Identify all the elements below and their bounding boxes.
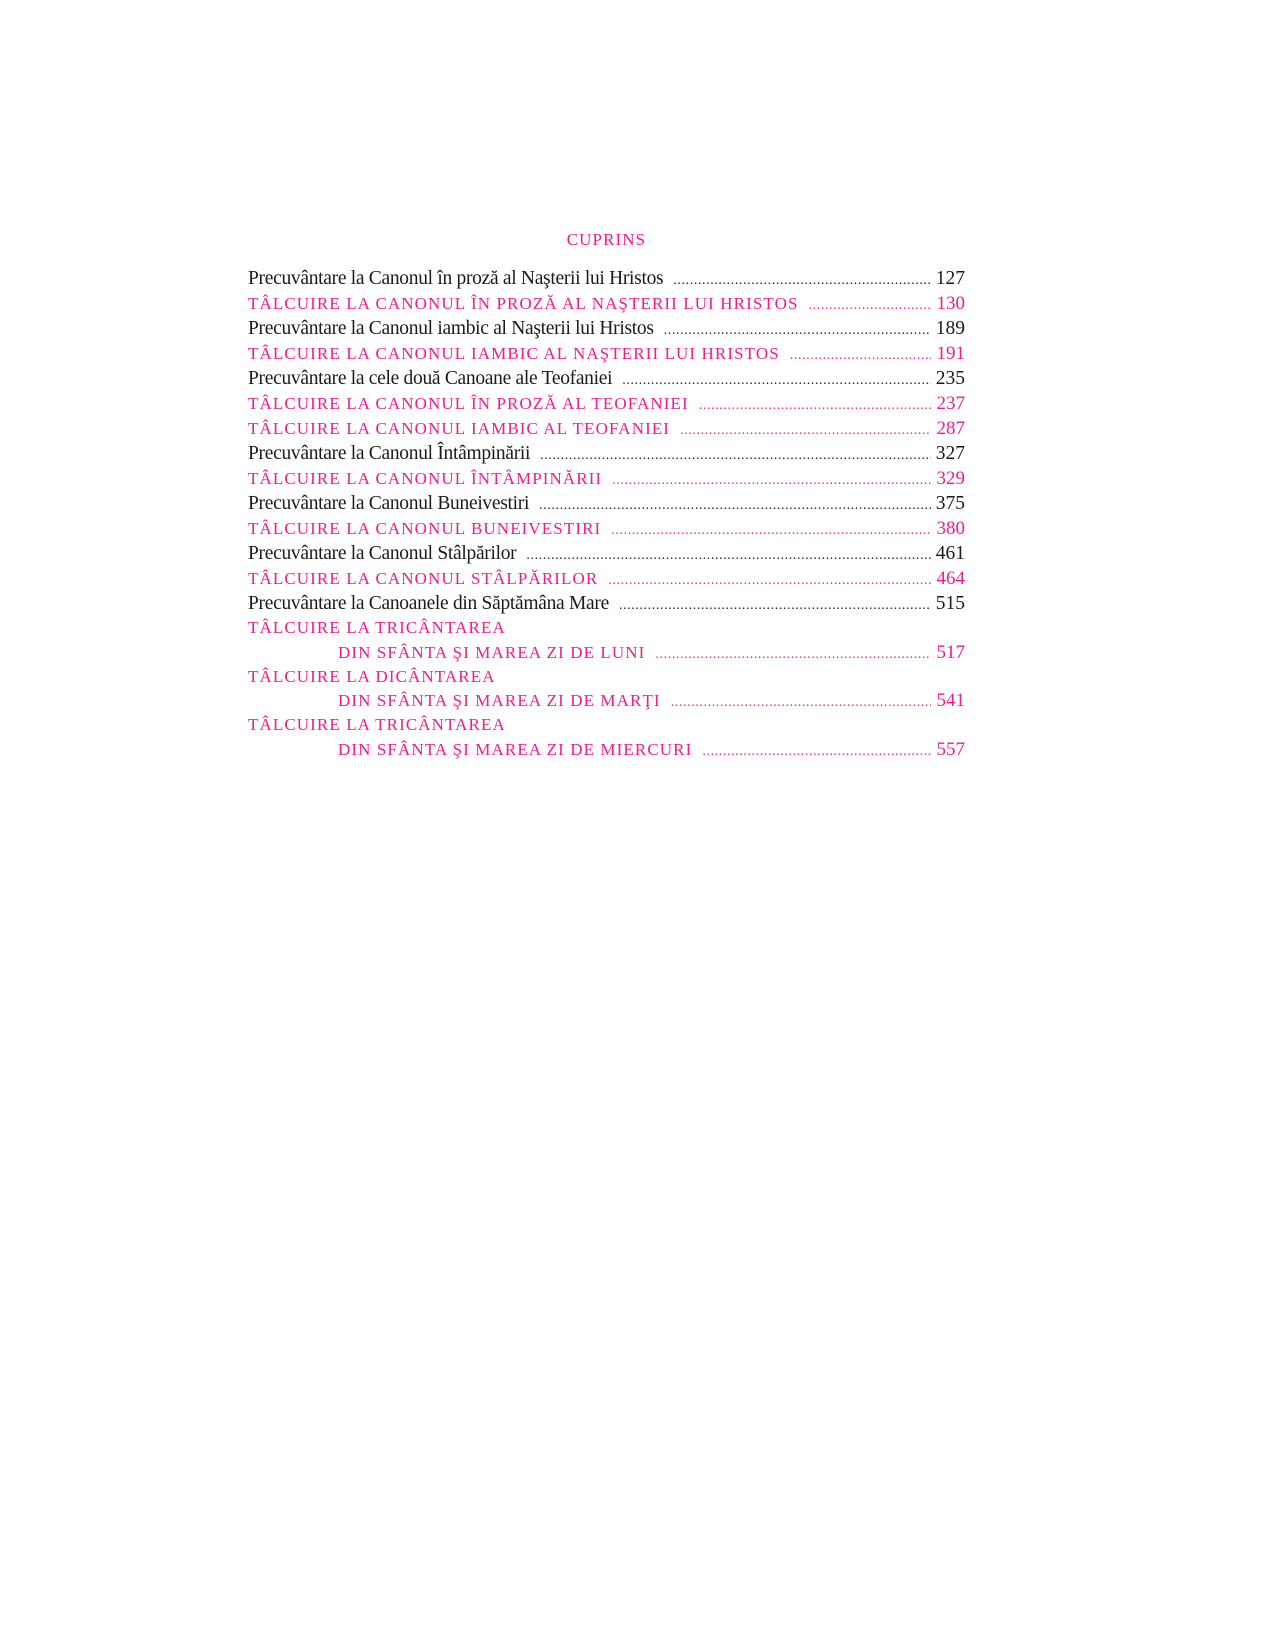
toc-entry[interactable] — [248, 491, 965, 516]
dot-leader — [673, 268, 931, 293]
dot-leader — [664, 318, 931, 343]
toc-entry-page: 130 — [936, 293, 965, 314]
toc-entry[interactable] — [248, 516, 965, 541]
dot-leader — [526, 543, 931, 568]
toc-entry-page: 517 — [936, 641, 965, 663]
toc-entry-page: 557 — [936, 738, 965, 760]
toc-entry-page: 464 — [936, 568, 965, 589]
toc-heading: CUPRINS — [566, 230, 647, 249]
dot-leader — [539, 493, 931, 518]
dot-leader — [612, 468, 931, 493]
toc-entry-title: TÂLCUIRE LA CANONUL ÎN PROZĂ AL TEOFANIEI — [248, 394, 689, 413]
toc-entry-title-line1: TÂLCUIRE LA TRICÂNTAREA — [248, 715, 506, 734]
toc-entry-title-line1: TÂLCUIRE LA DICÂNTAREA — [248, 666, 496, 686]
dot-leader — [608, 568, 931, 593]
dot-leader — [809, 293, 931, 318]
toc-entry-title: Precuvântare la Canoanele din Săptămâna Mare — [248, 593, 609, 614]
dot-leader — [619, 593, 931, 618]
toc-entry[interactable] — [248, 416, 965, 441]
toc-entry[interactable] — [248, 291, 965, 316]
toc-entry-title-line2: DIN SFÂNTA ŞI MAREA ZI DE LUNI — [338, 642, 646, 662]
toc-entry-title: TÂLCUIRE LA CANONUL IAMBIC AL TEOFANIEI — [248, 419, 671, 438]
table-of-contents — [248, 228, 965, 762]
toc-entry-page: 189 — [935, 318, 965, 339]
toc-entry-page: 327 — [935, 443, 965, 464]
toc-entry-title: Precuvântare la Canonul iambic al Naşterii lui Hristos — [248, 318, 654, 339]
toc-entry-page: 287 — [936, 418, 965, 439]
toc-entry[interactable] — [248, 391, 965, 416]
toc-entry-title: TÂLCUIRE LA CANONUL ÎNTÂMPINĂRII — [248, 469, 603, 488]
toc-entry[interactable] — [248, 591, 965, 616]
toc-entry-page: 191 — [936, 343, 965, 364]
toc-entry-page: 461 — [935, 543, 965, 564]
toc-entry-title-line2: DIN SFÂNTA ŞI MAREA ZI DE MIERCURI — [338, 739, 693, 759]
toc-entry-page: 380 — [936, 518, 965, 539]
toc-entry-title-line2: DIN SFÂNTA ŞI MAREA ZI DE MARŢI — [338, 691, 661, 710]
toc-entry-title-line1: TÂLCUIRE LA TRICÂNTAREA — [248, 618, 506, 637]
toc-entry[interactable] — [248, 441, 965, 466]
dot-leader — [699, 393, 931, 418]
toc-entry-multiline[interactable] — [248, 713, 965, 762]
toc-entry[interactable] — [248, 266, 965, 291]
toc-entry[interactable] — [248, 541, 965, 566]
dot-leader — [790, 343, 931, 368]
toc-entry-title: TÂLCUIRE LA CANONUL ÎN PROZĂ AL NAŞTERII LUI HRISTOS — [248, 294, 799, 313]
toc-entry[interactable] — [248, 316, 965, 341]
toc-entry[interactable] — [248, 466, 965, 491]
toc-entry-page: 235 — [935, 368, 965, 389]
toc-entry-title: Precuvântare la Canonul Stâlpărilor — [248, 543, 517, 564]
toc-entry-title: TÂLCUIRE LA CANONUL STÂLPĂRILOR — [248, 569, 599, 588]
toc-entry-page: 375 — [935, 493, 965, 514]
toc-entry-multiline[interactable] — [248, 616, 965, 665]
toc-entry-title: TÂLCUIRE LA CANONUL IAMBIC AL NAŞTERII LUI HRISTOS — [248, 344, 780, 363]
toc-entry-page: 541 — [936, 690, 965, 711]
dot-leader — [540, 443, 931, 468]
dot-leader — [671, 690, 931, 715]
toc-entry-title: Precuvântare la Canonul Buneivestiri — [248, 493, 530, 514]
toc-entry-title: Precuvântare la Canonul Întâmpinării — [248, 443, 531, 464]
dot-leader — [702, 739, 931, 764]
toc-entry[interactable] — [248, 566, 965, 591]
toc-entry-page: 237 — [936, 393, 965, 414]
dot-leader — [611, 518, 931, 543]
toc-entry-multiline[interactable] — [248, 665, 965, 714]
toc-entry-title: TÂLCUIRE LA CANONUL BUNEIVESTIRI — [248, 519, 602, 538]
toc-entries — [248, 266, 965, 762]
dot-leader — [622, 368, 931, 393]
toc-entry-page: 515 — [935, 593, 965, 614]
toc-entry-title: Precuvântare la cele două Canoane ale Teofaniei — [248, 368, 613, 389]
toc-entry-page: 329 — [936, 468, 965, 489]
toc-entry-title: Precuvântare la Canonul în proză al Naşterii lui Hristos — [248, 268, 664, 289]
dot-leader — [680, 418, 931, 443]
toc-entry[interactable] — [248, 341, 965, 366]
toc-entry-page: 127 — [935, 268, 965, 289]
toc-entry[interactable] — [248, 366, 965, 391]
dot-leader — [655, 642, 931, 667]
